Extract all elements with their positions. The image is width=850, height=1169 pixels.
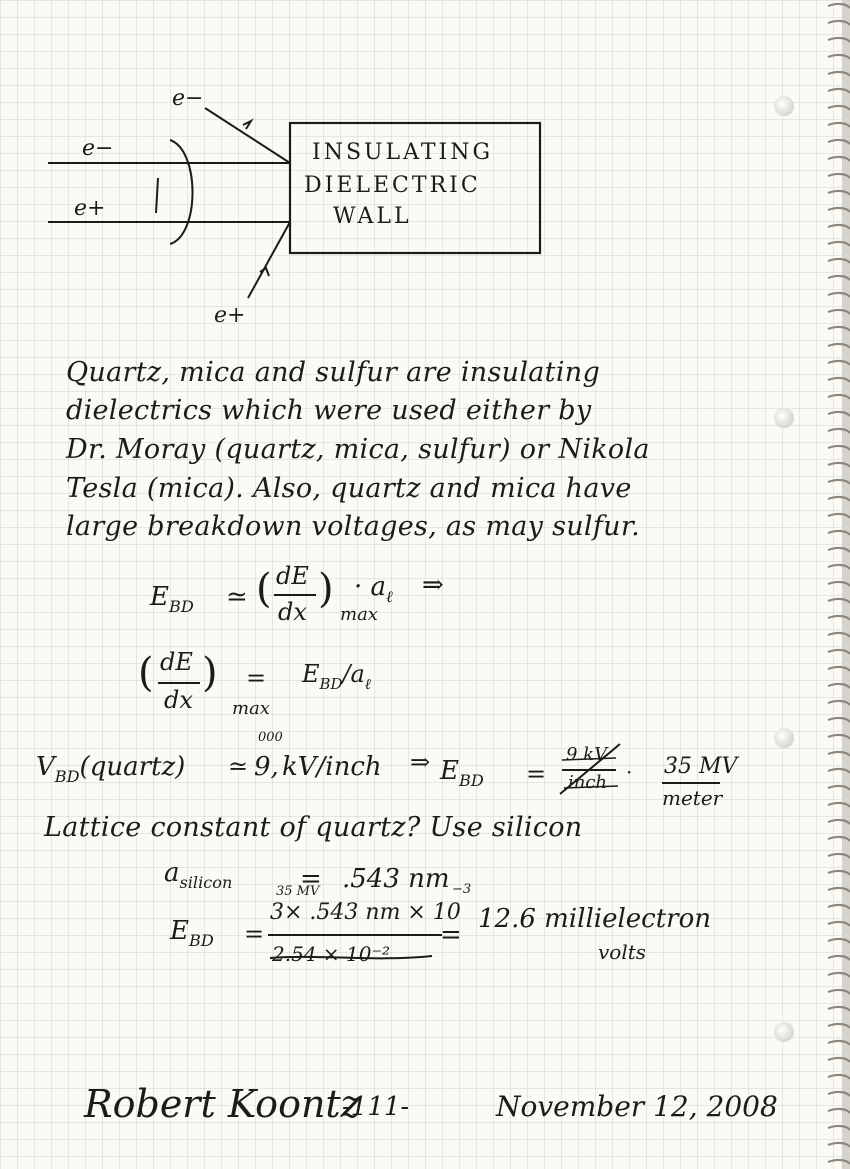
eq1-implies: ⇒ — [422, 570, 444, 600]
eq1-left-paren: ( — [256, 566, 272, 612]
eq1-relation: ≃ — [226, 582, 248, 612]
punch-hole — [774, 96, 794, 116]
eq5-equals: = — [244, 920, 265, 948]
paragraph-line: Dr. Moray (quartz, mica, sulfur) or Nikola — [66, 434, 650, 465]
eq5-result: 12.6 millielectron — [478, 904, 711, 934]
eq1-rhs: · $a_\ell$ — [354, 572, 393, 607]
lattice-question: Lattice constant of quartz? Use silicon — [44, 812, 583, 843]
eq3-result-den: meter — [662, 786, 723, 810]
label-deflected-electron: e− — [172, 86, 204, 111]
signature: Robert Koontz — [84, 1082, 361, 1126]
eq3-strikeout — [556, 738, 626, 800]
eq1-frac-num: dE — [276, 562, 309, 590]
eq3-rhs: $E_{BD}$ — [440, 756, 484, 791]
eq3-struck-num: 9 kV — [566, 744, 608, 765]
eq5-num-exp: −3 — [452, 882, 472, 897]
eq1-frac-bar — [274, 594, 316, 596]
eq3-lhs: $V_{BD}(quartz)$ — [36, 752, 186, 787]
eq5-result-unit: volts — [598, 940, 647, 964]
label-incoming-positron: e+ — [74, 196, 106, 221]
eq5-strikeout — [266, 940, 436, 974]
eq2-max: max — [232, 698, 270, 719]
eq2-frac-num: dE — [160, 648, 193, 676]
eq5-frac-bar — [268, 934, 442, 936]
eq4-value: .543 nm — [342, 864, 450, 894]
eq3-equals: = — [526, 760, 547, 788]
eq1-frac-den: dx — [278, 598, 307, 626]
eq3-implies: ⇒ — [410, 748, 431, 776]
page-number: -111- — [342, 1092, 410, 1122]
eq2-rhs: $E_{BD}/a_\ell$ — [302, 660, 371, 693]
eq2-left-paren: ( — [138, 650, 154, 696]
label-incoming-electron: e− — [82, 136, 114, 161]
eq3-result-num: 35 MV — [664, 754, 738, 779]
date: November 12, 2008 — [496, 1090, 778, 1123]
eq4-lhs: $a_{silicon}$ — [164, 858, 233, 893]
eq3-unit: kV/inch — [282, 752, 382, 782]
eq5-num: 3× .543 nm × 10 — [270, 900, 461, 925]
paragraph-line: large breakdown voltages, as may sulfur. — [66, 511, 640, 542]
deflected-electron-path — [205, 108, 290, 163]
punch-hole — [774, 728, 794, 748]
eq5-num-super: 35 MV — [276, 884, 320, 899]
eq3-dot: · — [626, 760, 633, 784]
electron-arrow-icon — [243, 121, 251, 129]
eq1-lhs: $E_{BD}$ — [150, 582, 194, 617]
eq3-value: 9, — [254, 752, 279, 782]
eq3-value-super: 000 — [258, 730, 283, 745]
eq2-right-paren: ) — [202, 650, 218, 696]
paragraph-line: Tesla (mica). Also, quartz and mica have — [66, 473, 632, 504]
eq1-right-paren: ) — [318, 566, 334, 612]
punch-hole — [774, 1022, 794, 1042]
eq5-lhs: $E_{BD}$ — [170, 916, 214, 951]
eq4-equals: = — [300, 864, 322, 894]
beam-ring-back — [156, 178, 158, 213]
paragraph-line: dielectrics which were used either by — [66, 395, 592, 426]
eq2-equals: = — [246, 664, 267, 692]
eq3-result-bar — [662, 782, 720, 784]
label-deflected-positron: e+ — [214, 303, 246, 328]
eq1-max: max — [340, 604, 378, 625]
eq5-struck-den: 2.54 × 10⁻² — [272, 942, 391, 966]
punch-hole — [774, 408, 794, 428]
beam-ring-front — [170, 140, 193, 244]
box-label-line-2: DIELECTRIC — [304, 173, 481, 198]
box-label-line-3: WALL — [333, 204, 412, 229]
deflected-positron-path — [248, 222, 290, 298]
paragraph-line: Quartz, mica and sulfur are insulating — [66, 357, 601, 388]
beam-diagram — [0, 0, 620, 340]
spiral-binding — [822, 0, 850, 1169]
eq2-frac-bar — [158, 682, 200, 684]
eq3-relation: ≃ — [228, 752, 249, 780]
eq2-frac-den: dx — [164, 686, 193, 714]
eq3-struck-den: inch — [568, 772, 608, 793]
box-label-line-1: INSULATING — [312, 140, 494, 165]
eq5-equals-2: = — [440, 920, 462, 950]
